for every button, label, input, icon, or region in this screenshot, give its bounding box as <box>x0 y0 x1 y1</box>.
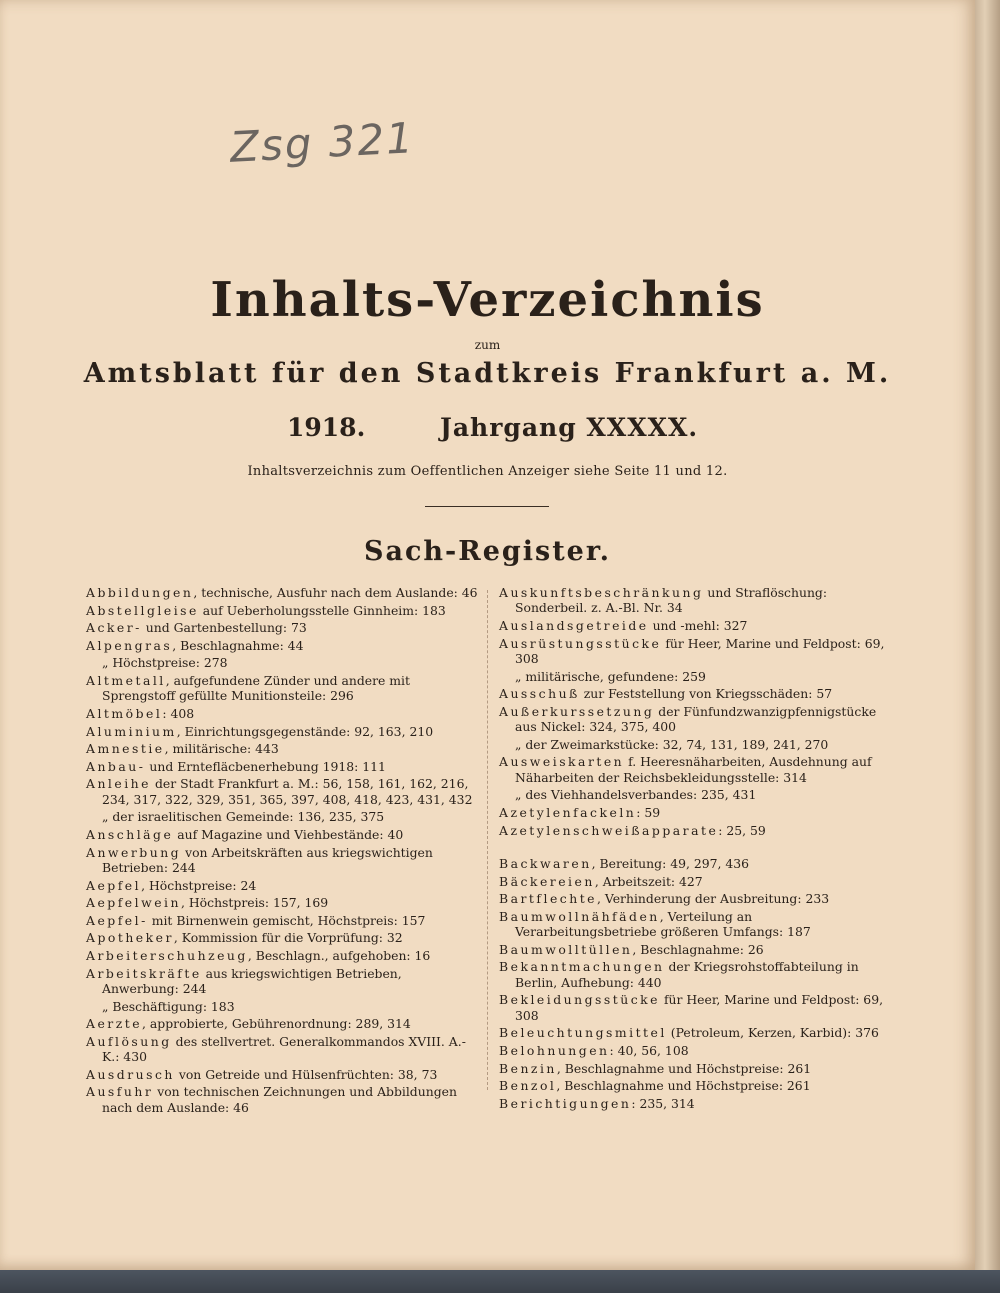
index-entry <box>499 1025 893 1040</box>
index-keyword: Arbeiterschuhzeug <box>86 947 248 963</box>
index-entry <box>86 827 478 842</box>
index-entry <box>86 930 478 945</box>
index-entry <box>86 913 478 928</box>
index-entry-text: auf Ueberholungsstelle Ginnheim: 183 <box>198 602 446 618</box>
index-entry-text: (Petroleum, Kerzen, Karbid): 376 <box>666 1025 879 1041</box>
index-keyword: Auskunftsbeschränkung <box>499 585 704 600</box>
index-entry <box>499 1061 893 1076</box>
index-entry <box>86 999 478 1014</box>
section-title: Sach-Register. <box>363 536 612 567</box>
page-title: Inhalts-Verzeichnis <box>210 272 765 328</box>
index-entry <box>86 741 478 756</box>
index-keyword: Anwerbung <box>86 844 182 860</box>
separator-rule <box>425 506 549 507</box>
index-entry <box>499 787 893 802</box>
index-entry-text: und Erntefläcbenerhebung 1918: 111 <box>145 758 386 774</box>
index-entry-text: aus kriegswichtigen Betrieben, Anwerbung: 244 <box>102 965 402 996</box>
index-keyword: Anbau- <box>86 758 146 774</box>
index-entry-text: zur Feststellung von Kriegsschäden: 57 <box>579 686 833 702</box>
index-entry-text: , Beschlagnahme: 26 <box>632 941 764 957</box>
index-keyword: Auflösung <box>86 1033 172 1049</box>
index-keyword: Apotheker <box>86 930 174 946</box>
index-keyword: Acker- <box>86 620 142 636</box>
index-entry-text: und -mehl: 327 <box>648 618 748 633</box>
index-entry <box>86 1084 478 1115</box>
index-keyword: Anleihe <box>86 776 151 792</box>
cross-reference-note: Inhaltsverzeichnis zum Oeffentlichen Anzeiger siehe Seite 11 und 12. <box>247 464 728 479</box>
handwritten-shelfmark: Zsg 321 <box>228 113 416 172</box>
index-entry-text: , aufgefundene Zünder und andere mit Sprengstoff gefüllte Munitionsteile: 296 <box>102 672 410 704</box>
scan-background-edge <box>0 1270 1000 1293</box>
index-keyword: Backwaren <box>499 855 592 871</box>
index-keyword: Beleuchtungsmittel <box>499 1025 667 1041</box>
index-entry <box>499 636 893 667</box>
index-entry <box>86 585 478 600</box>
index-entry-text: von technischen Zeichnungen und Abbildungen nach dem Auslande: 46 <box>102 1084 457 1115</box>
index-entry <box>86 809 478 824</box>
index-entry <box>86 706 478 721</box>
book-spine-edge <box>975 0 1000 1293</box>
index-entry <box>86 948 478 963</box>
index-keyword: Berichtigungen <box>499 1095 632 1111</box>
index-entry <box>86 895 478 910</box>
index-entry <box>499 992 893 1023</box>
index-keyword: Baumwollnähfäden <box>499 908 660 924</box>
index-keyword: Aluminium <box>86 723 177 739</box>
index-entry-text: : 235, 314 <box>631 1095 695 1111</box>
index-keyword: Auslandsgetreide <box>499 618 649 633</box>
index-entry <box>86 966 478 997</box>
index-entry-text: : 59 <box>636 804 661 820</box>
index-keyword: Ausschuß <box>499 686 580 702</box>
index-entry-text: f. Heeresnäharbeiten, Ausdehnung auf Näharbeiten der Reichsbekleidungsstelle: 314 <box>515 754 872 785</box>
index-entry <box>499 1096 893 1111</box>
index-entry <box>86 776 478 807</box>
index-entry-text: von Getreide und Hülsenfrüchten: 38, 73 <box>174 1066 438 1082</box>
index-entry-text: , Arbeitszeit: 427 <box>594 873 703 889</box>
index-keyword: Aerzte <box>86 1016 143 1032</box>
title-connector: zum <box>474 338 501 352</box>
index-entry-text: , Bereitung: 49, 297, 436 <box>591 855 750 871</box>
index-entry <box>86 759 478 774</box>
index-keyword: Bekanntmachungen <box>499 959 665 975</box>
index-entry <box>499 909 893 940</box>
index-keyword: Arbeitskräfte <box>86 965 202 981</box>
index-keyword: Abbildungen <box>86 585 194 600</box>
index-keyword: Belohnungen <box>499 1042 610 1058</box>
index-keyword: Benzol <box>499 1078 557 1094</box>
volume-label: Jahrgang XXXXX. <box>440 413 699 442</box>
index-keyword: Ausweiskarten <box>499 754 625 770</box>
index-entry-text: für Heer, Marine und Feldpost: 69, 308 <box>515 992 884 1023</box>
index-entry-text: von Arbeitskräften aus kriegswichtigen Betrieben: 244 <box>102 844 433 875</box>
index-keyword: Außerkurssetzung <box>499 703 655 719</box>
index-keyword: Altmetall <box>86 672 166 688</box>
index-entry <box>499 856 893 871</box>
index-entry-text: : 40, 56, 108 <box>609 1042 689 1058</box>
index-entry <box>86 620 478 635</box>
index-keyword: Bäckereien <box>499 873 595 889</box>
index-entry-text: , Verhinderung der Ausbreitung: 233 <box>597 891 830 907</box>
index-entry-text: und Straflöschung: Sonderbeil. z. A.-Bl. Nr. 34 <box>515 585 828 616</box>
index-entry <box>499 942 893 957</box>
index-entry-text: , Höchstpreis: 157, 169 <box>180 895 329 911</box>
index-entry <box>499 618 893 633</box>
index-entry-text: , Verteilung an Verarbeitungsbetriebe größeren Umfangs: 187 <box>515 908 811 940</box>
index-entry-text: „ der Zweimarkstücke: 32, 74, 131, 189, 241, 270 <box>515 736 829 752</box>
publication-subtitle: Amtsblatt für den Stadtkreis Frankfurt a. M. <box>83 358 892 389</box>
index-entry <box>499 891 893 906</box>
index-entry <box>499 754 893 785</box>
index-keyword: Aepfelwein <box>86 895 181 911</box>
index-entry-text: „ Höchstpreise: 278 <box>102 655 228 671</box>
index-keyword: Ausdrusch <box>86 1066 175 1082</box>
index-keyword: Ausfuhr <box>86 1084 154 1100</box>
index-entry-text: : 408 <box>162 705 195 721</box>
index-keyword: Ausrüstungsstücke <box>499 635 662 651</box>
index-entry-text: der Fünfundzwanzigpfennigstücke aus Nickel: 324, 375, 400 <box>515 703 877 735</box>
index-keyword: Anschläge <box>86 826 174 842</box>
index-entry-text: „ des Viehhandelsverbandes: 235, 431 <box>515 787 757 803</box>
index-keyword: Baumwolltüllen <box>499 941 633 957</box>
index-entry-text: „ Beschäftigung: 183 <box>102 998 235 1014</box>
index-entry <box>86 1034 478 1065</box>
index-entry <box>86 655 478 670</box>
index-entry-text: , Höchstpreise: 24 <box>141 877 257 893</box>
index-keyword: Bartflechte <box>499 891 598 907</box>
index-entry <box>86 603 478 618</box>
index-entry-text: mit Birnenwein gemischt, Höchstpreis: 157 <box>147 912 426 928</box>
index-entry-text: , Einrichtungsgegenstände: 92, 163, 210 <box>176 723 434 739</box>
index-entry <box>86 1067 478 1082</box>
index-entry <box>499 585 893 616</box>
index-entry-text: , Kommission für die Vorprüfung: 32 <box>173 930 403 946</box>
index-entry-text: „ der israelitischen Gemeinde: 136, 235, 375 <box>102 809 385 825</box>
column-divider <box>487 590 488 1090</box>
index-entry-text: , militärische: 443 <box>164 741 279 757</box>
index-entry <box>499 805 893 820</box>
index-entry-text: , Beschlagnahme: 44 <box>172 637 304 653</box>
index-entry-text: : 25, 59 <box>718 822 766 838</box>
index-entry <box>499 1043 893 1058</box>
index-keyword: Benzin <box>499 1060 557 1076</box>
index-column-left <box>86 585 478 1117</box>
index-entry-text: und Gartenbestellung: 73 <box>141 620 307 636</box>
index-entry-text: der Stadt Frankfurt a. M.: 56, 158, 161, 162, 216, 234, 317, 322, 329, 351, 365, 397, 408, 418, 423, 431, 432 <box>102 776 473 807</box>
index-entry-text: auf Magazine und Viehbestände: 40 <box>173 826 404 842</box>
index-entry <box>86 878 478 893</box>
index-entry <box>86 673 478 704</box>
index-entry <box>86 845 478 876</box>
index-keyword: Amnestie <box>86 741 165 757</box>
index-entry <box>499 669 893 684</box>
index-entry-text: des stellvertret. Generalkommandos XVIII. A.-K.: 430 <box>102 1033 466 1065</box>
year-label: 1918. <box>287 413 366 442</box>
index-entry-text: , technische, Ausfuhr nach dem Auslande: 46 <box>193 585 478 600</box>
index-keyword: Altmöbel <box>86 705 163 721</box>
index-keyword: Aepfel- <box>86 912 148 928</box>
index-entry <box>499 1078 893 1093</box>
index-keyword: Alpengras <box>86 637 173 653</box>
index-entry-text: , Beschlagn., aufgehoben: 16 <box>247 947 431 963</box>
index-entry <box>499 704 893 735</box>
index-entry <box>86 724 478 739</box>
index-entry-text: , Beschlagnahme und Höchstpreise: 261 <box>556 1078 811 1094</box>
index-keyword: Bekleidungsstücke <box>499 992 660 1008</box>
index-keyword: Azetylenfackeln <box>499 804 637 820</box>
index-entry-text: , approbierte, Gebührenordnung: 289, 314 <box>142 1016 411 1032</box>
index-entry <box>499 823 893 838</box>
index-keyword: Azetylenschweißapparate <box>499 822 719 838</box>
index-keyword: Aepfel <box>86 877 142 893</box>
index-entry <box>86 1016 478 1031</box>
index-keyword: Abstellgleise <box>86 602 199 618</box>
index-entry <box>499 959 893 990</box>
index-entry-text: für Heer, Marine und Feldpost: 69, 308 <box>515 635 885 666</box>
index-entry <box>86 638 478 653</box>
index-entry <box>499 686 893 701</box>
index-column-right <box>499 585 893 1113</box>
index-entry-text: der Kriegsrohstoffabteilung in Berlin, Aufhebung: 440 <box>515 959 859 990</box>
index-entry <box>499 874 893 889</box>
index-entry-text: „ militärische, gefundene: 259 <box>515 668 706 684</box>
index-entry-text: , Beschlagnahme und Höchstpreise: 261 <box>556 1060 812 1076</box>
index-entry <box>499 737 893 752</box>
